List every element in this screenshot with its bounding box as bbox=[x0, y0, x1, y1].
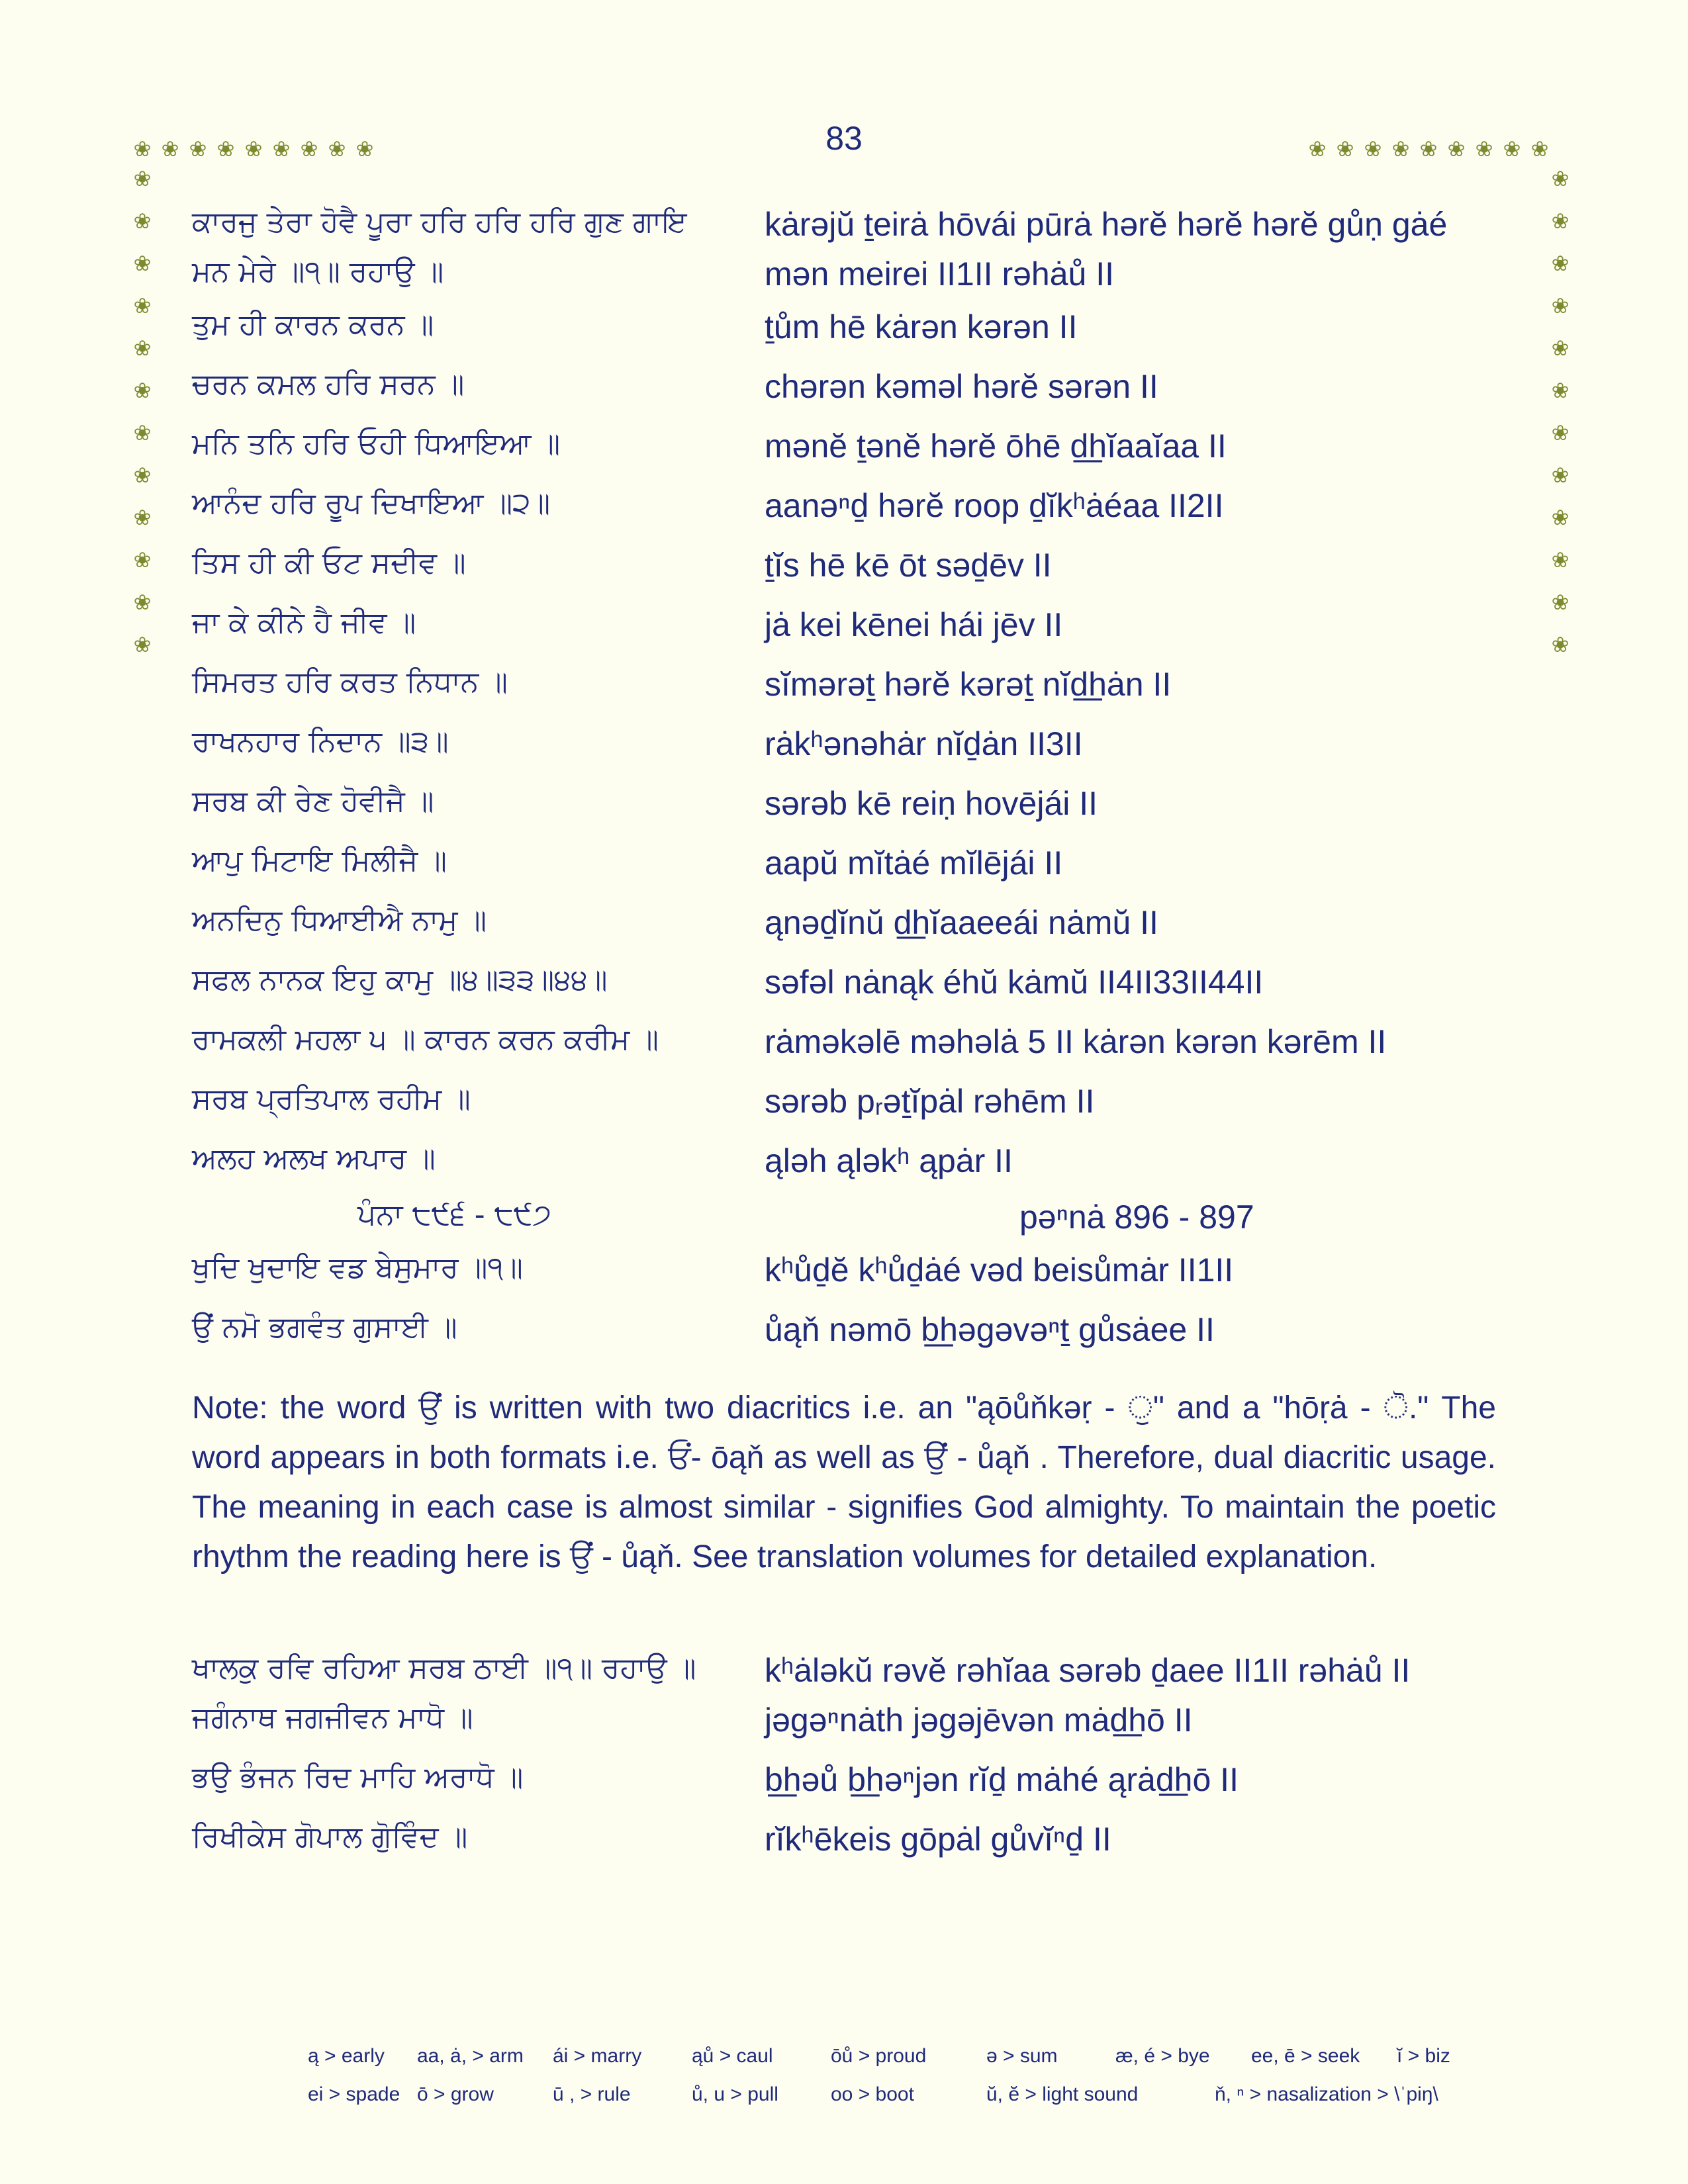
flower-icon: ❀ bbox=[1503, 136, 1521, 161]
verse-row bbox=[0, 308, 1688, 354]
gurmukhi-text: ਚਰਨ ਕਮਲ ਹਰਿ ਸਰਨ ॥ bbox=[192, 367, 465, 401]
flower-icon: ❀ bbox=[1551, 336, 1570, 361]
flower-icon: ❀ bbox=[1419, 136, 1438, 161]
flower-icon: ❀ bbox=[133, 463, 152, 488]
flower-icon: ❀ bbox=[216, 136, 235, 161]
legend-item: ů, u > pull bbox=[692, 2083, 778, 2105]
transliteration-text: sərəb kē reiṇ hovējái II bbox=[765, 785, 1098, 822]
flower-icon: ❀ bbox=[1447, 136, 1466, 161]
flower-icon: ❀ bbox=[272, 136, 291, 161]
verse-row bbox=[0, 486, 1688, 533]
verse-row bbox=[0, 784, 1688, 831]
flower-icon: ❀ bbox=[133, 293, 152, 318]
flower-icon: ❀ bbox=[133, 632, 152, 657]
flower-icon: ❀ bbox=[133, 505, 152, 530]
legend-item: ň, ⁿ > nasalization > \ˈpiŋ\ bbox=[1215, 2083, 1438, 2105]
flower-icon: ❀ bbox=[1551, 547, 1570, 572]
flower-icon: ❀ bbox=[1551, 208, 1570, 234]
gurmukhi-text: ਸਿਮਰਤ ਹਰਿ ਕਰਤ ਨਿਧਾਨ ॥ bbox=[192, 665, 508, 699]
verse-row bbox=[0, 963, 1688, 1009]
verse-row bbox=[0, 665, 1688, 711]
legend-item: ĭ > biz bbox=[1397, 2045, 1450, 2067]
verse-row bbox=[0, 1701, 1688, 1747]
flower-icon: ❀ bbox=[1551, 632, 1570, 657]
flower-icon: ❀ bbox=[1551, 251, 1570, 276]
flower-icon: ❀ bbox=[1530, 136, 1549, 161]
transliteration-text: jȧ kei kēnei hái jēv II bbox=[765, 606, 1063, 643]
legend-item: ąů > caul bbox=[692, 2045, 773, 2067]
verse-row bbox=[0, 205, 1688, 251]
transliteration-text: kȧrəjŭ ṯeirȧ hōvái pūrȧ hərĕ hərĕ hərĕ gůṇ gȧé bbox=[765, 206, 1448, 243]
legend-item: ū , > rule bbox=[553, 2083, 631, 2105]
gurmukhi-text: ਖੁਦਿ ਖੁਦਾਇ ਵਡ ਬੇਸੁਮਾਰ ॥੧॥ bbox=[192, 1251, 523, 1285]
transliteration-text: kʰȧləkŭ rəvĕ rəhĭaa sərəb ḏaee II1II rəhȧů II bbox=[765, 1652, 1411, 1689]
transliteration-text: səfəl nȧnąk éhŭ kȧmŭ II4II33II44II bbox=[765, 964, 1264, 1001]
gurmukhi-text: ਅਲਹ ਅਲਖ ਅਪਾਰ ॥ bbox=[192, 1142, 436, 1175]
flower-icon: ❀ bbox=[133, 378, 152, 403]
transliteration-text: ąnəḏĭnŭ d͟hĭaaeeái nȧmŭ II bbox=[765, 904, 1158, 941]
flower-icon: ❀ bbox=[1391, 136, 1410, 161]
flower-icon: ❀ bbox=[1364, 136, 1382, 161]
transliteration-text: ṯům hē kȧrən kərən II bbox=[765, 308, 1078, 345]
flower-icon: ❀ bbox=[1551, 505, 1570, 530]
verse-row bbox=[0, 606, 1688, 652]
transliteration-text: rĭkʰēkeis gōpȧl gůvĭⁿḏ II bbox=[765, 1821, 1111, 1858]
pronunciation-legend-row-1 bbox=[0, 2045, 1688, 2071]
gurmukhi-text: ਤਿਸ ਹੀ ਕੀ ਓਟ ਸਦੀਵ ॥ bbox=[192, 546, 466, 580]
flower-icon: ❀ bbox=[133, 547, 152, 572]
flower-icon: ❀ bbox=[1551, 293, 1570, 318]
gurmukhi-text: ਮਨਿ ਤਨਿ ਹਰਿ ਓਹੀ ਧਿਆਇਆ ॥ bbox=[192, 427, 561, 461]
gurmukhi-text: ਤੁਮ ਹੀ ਕਾਰਨ ਕਰਨ ॥ bbox=[192, 308, 434, 341]
flower-icon: ❀ bbox=[1336, 136, 1354, 161]
gurmukhi-text: ਸਫਲ ਨਾਨਕ ਇਹੁ ਕਾਮੁ ॥੪॥੩੩॥੪੪॥ bbox=[192, 963, 608, 997]
flower-icon: ❀ bbox=[1551, 378, 1570, 403]
flower-icon: ❀ bbox=[133, 208, 152, 234]
gurmukhi-text: ਉਂ ਨਮੋ ਭਗਵੰਤ ਗੁਸਾਈ ॥ bbox=[192, 1310, 457, 1344]
legend-item: ə > sum bbox=[986, 2045, 1058, 2067]
page-reference-transliteration: pəⁿnȧ 896 - 897 bbox=[1019, 1199, 1254, 1236]
flower-icon: ❀ bbox=[189, 136, 207, 161]
gurmukhi-text: ਆਪੁ ਮਿਟਾਇ ਮਿਲੀਜੈ ॥ bbox=[192, 844, 447, 878]
pronunciation-legend-row-2 bbox=[0, 2083, 1688, 2110]
gurmukhi-text: ਸਰਬ ਪ੍ਰਤਿਪਾਲ ਰਹੀਮ ॥ bbox=[192, 1082, 471, 1116]
legend-item: ō > grow bbox=[417, 2083, 494, 2105]
verse-row bbox=[0, 1310, 1688, 1357]
flower-icon: ❀ bbox=[1551, 463, 1570, 488]
transliteration-text: rȧməkəlē məhəlȧ 5 II kȧrən kərən kərēm II bbox=[765, 1023, 1387, 1060]
legend-item: ą > early bbox=[308, 2045, 385, 2067]
gurmukhi-text: ਰਾਖਨਹਾਰ ਨਿਦਾਨ ॥੩॥ bbox=[192, 725, 449, 758]
legend-item: oo > boot bbox=[831, 2083, 914, 2105]
gurmukhi-text: ਜਾ ਕੇ ਕੀਨੇ ਹੈ ਜੀਵ ॥ bbox=[192, 606, 416, 639]
legend-item: aa, ȧ, > arm bbox=[417, 2045, 524, 2067]
flower-icon: ❀ bbox=[355, 136, 374, 161]
page-reference-gurmukhi: ਪੰਨਾ ੮੯੬ - ੮੯੭ bbox=[357, 1198, 551, 1232]
transliteration-text: mən meirei II1II rəhȧů II bbox=[765, 255, 1115, 293]
verse-row bbox=[0, 546, 1688, 592]
transliteration-text: jəgəⁿnȧth jəgəjēvən mȧd͟hō II bbox=[765, 1702, 1193, 1739]
verse-row bbox=[0, 1251, 1688, 1297]
legend-item: ŭ, ĕ > light sound bbox=[986, 2083, 1139, 2105]
gurmukhi-text: ਰਾਮਕਲੀ ਮਹਲਾ ੫ ॥ ਕਾਰਨ ਕਰਨ ਕਰੀਮ ॥ bbox=[192, 1023, 659, 1056]
flower-icon: ❀ bbox=[244, 136, 263, 161]
verse-row bbox=[0, 1142, 1688, 1188]
verse-row bbox=[0, 1760, 1688, 1807]
verse-row bbox=[0, 1023, 1688, 1069]
flower-icon: ❀ bbox=[133, 166, 152, 191]
flower-icon: ❀ bbox=[1551, 420, 1570, 445]
transliteration-text: ṯĭs hē kē ōt səḏēv II bbox=[765, 547, 1052, 584]
note-paragraph: Note: the word ਉਂ is written with two diacritics i.e. an "ąōůňkəṛ - ੁ" and a "hōṛȧ - ੋ." The word appears in both formats i.e. ਓਂ- ōąň as well as ਉਂ - ůąň . Therefore, dual diacritic usage. The meaning in each case is almost similar - signifies God almighty. To maintain the poetic rhythm the reading here is ਉਂ - ůąň. See translation volumes for detailed explanation. bbox=[192, 1390, 1496, 1574]
verse-row bbox=[0, 1651, 1688, 1698]
gurmukhi-text: ਖਾਲਕੁ ਰਵਿ ਰਹਿਆ ਸਰਬ ਠਾਈ ॥੧॥ ਰਹਾਉ ॥ bbox=[192, 1651, 696, 1685]
legend-item: ee, ē > seek bbox=[1251, 2045, 1360, 2067]
transliteration-text: rȧkʰənəhȧr nĭḏȧn II3II bbox=[765, 725, 1083, 762]
verse-row bbox=[0, 1082, 1688, 1128]
legend-item: ái > marry bbox=[553, 2045, 642, 2067]
flower-icon: ❀ bbox=[133, 336, 152, 361]
gurmukhi-text: ਮਨ ਮੇਰੇ ॥੧॥ ਰਹਾਉ ॥ bbox=[192, 255, 444, 289]
gurmukhi-text: ਸਰਬ ਕੀ ਰੇਣ ਹੋਵੀਜੈ ॥ bbox=[192, 784, 434, 818]
transliteration-text: sərəb pᵣəṯĭpȧl rəhēm II bbox=[765, 1083, 1095, 1120]
transliteration-text: aapŭ mĭtȧé mĭlējái II bbox=[765, 844, 1063, 882]
flower-icon: ❀ bbox=[133, 136, 152, 161]
transliteration-text: kʰůḏĕ kʰůḏȧé vəd beisůmȧr II1II bbox=[765, 1251, 1234, 1289]
transliteration-text: chərən kəməl hərĕ sərən II bbox=[765, 368, 1158, 405]
transliteration-text: ůąň nəmō b͟həgəvəⁿṯ gůsȧee II bbox=[765, 1311, 1215, 1348]
verse-row bbox=[0, 427, 1688, 473]
flower-icon: ❀ bbox=[300, 136, 318, 161]
legend-item: æ, é > bye bbox=[1115, 2045, 1210, 2067]
verse-row bbox=[0, 251, 1688, 301]
transliteration-text: sĭmərəṯ hərĕ kərəṯ nĭd͟hȧn II bbox=[765, 666, 1172, 703]
verse-row bbox=[0, 844, 1688, 890]
gurmukhi-text: ਜਗੰਨਾਥ ਜਗਜੀਵਨ ਮਾਧੋ ॥ bbox=[192, 1701, 473, 1735]
flower-icon: ❀ bbox=[328, 136, 346, 161]
transliteration-text: ąləh ąləkʰ ąpȧr II bbox=[765, 1142, 1013, 1179]
verse-row bbox=[0, 903, 1688, 950]
gurmukhi-text: ਕਾਰਜੁ ਤੇਰਾ ਹੋਵੈ ਪੂਰਾ ਹਰਿ ਹਰਿ ਹਰਿ ਗੁਣ ਗਾਇ bbox=[192, 205, 687, 239]
legend-item: ei > spade bbox=[308, 2083, 400, 2105]
page-number: 83 bbox=[825, 120, 863, 157]
gurmukhi-text: ਰਿਖੀਕੇਸ ਗੋਪਾਲ ਗੋੁਵਿੰਦ ॥ bbox=[192, 1820, 468, 1854]
verse-row bbox=[0, 725, 1688, 771]
flower-icon: ❀ bbox=[1551, 590, 1570, 615]
flower-icon: ❀ bbox=[133, 590, 152, 615]
transliteration-text: aanəⁿḏ hərĕ roop ḏĭkʰȧéaa II2II bbox=[765, 487, 1224, 524]
verse-row bbox=[0, 367, 1688, 414]
flower-icon: ❀ bbox=[161, 136, 179, 161]
transliteration-text: b͟həů b͟həⁿjən rĭḏ mȧhé ąrȧd͟hō II bbox=[765, 1761, 1239, 1798]
flower-icon: ❀ bbox=[1551, 166, 1570, 191]
flower-icon: ❀ bbox=[1308, 136, 1327, 161]
gurmukhi-text: ਆਨੰਦ ਹਰਿ ਰੂਪ ਦਿਖਾਇਆ ॥੨॥ bbox=[192, 486, 551, 520]
gurmukhi-text: ਅਨਦਿਨੁ ਧਿਆਈਐ ਨਾਮੁ ॥ bbox=[192, 903, 487, 937]
gurmukhi-text: ਭਉ ਭੰਜਨ ਰਿਦ ਮਾਹਿ ਅਰਾਧੋ ॥ bbox=[192, 1760, 524, 1794]
transliteration-text: mənĕ ṯənĕ hərĕ ōhē d͟hĭaaĭaa II bbox=[765, 428, 1227, 465]
flower-icon: ❀ bbox=[1475, 136, 1493, 161]
legend-item: ōů > proud bbox=[831, 2045, 927, 2067]
verse-row bbox=[0, 1820, 1688, 1866]
page-reference-row bbox=[0, 1198, 1688, 1244]
flower-icon: ❀ bbox=[133, 420, 152, 445]
flower-icon: ❀ bbox=[133, 251, 152, 276]
